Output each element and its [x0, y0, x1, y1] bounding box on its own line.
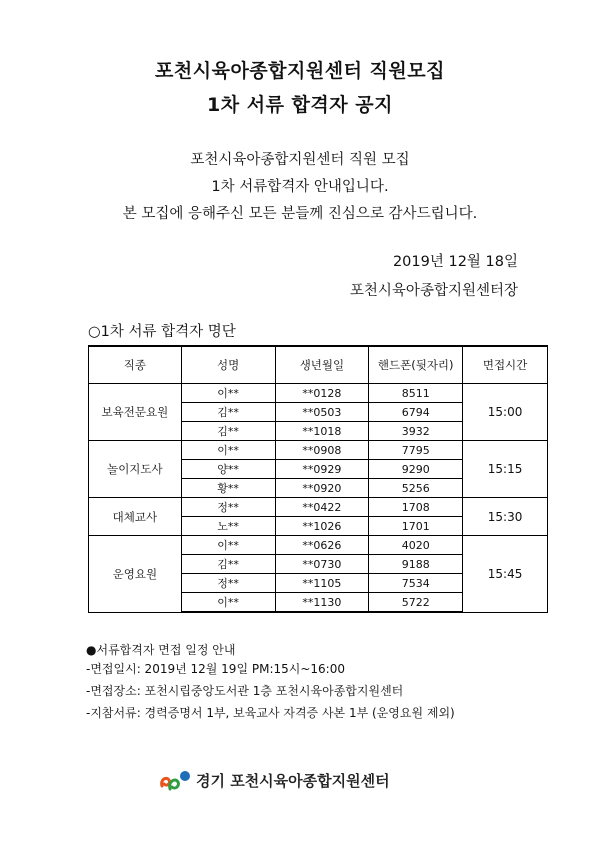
- category-cell: 놀이지도사: [89, 441, 182, 498]
- name-cell: 정**: [181, 574, 275, 593]
- name-cell: 이**: [181, 536, 275, 555]
- applicant-table: [88, 345, 548, 613]
- birthdate-cell: **0503: [275, 403, 369, 422]
- birthdate-cell: **0422: [275, 498, 369, 517]
- name-cell: 이**: [181, 384, 275, 403]
- category-cell: 보육전문요원: [89, 384, 182, 441]
- interview-time-cell: 15:15: [463, 441, 548, 498]
- phone-cell: 7795: [369, 441, 463, 460]
- interview-date-line: -면접일시: 2019년 12월 19일 PM:15시~16:00: [86, 662, 345, 676]
- birthdate-cell: **0730: [275, 555, 369, 574]
- phone-cell: 4020: [369, 536, 463, 555]
- birthdate-cell: **0128: [275, 384, 369, 403]
- name-cell: 황**: [181, 479, 275, 498]
- header-name: 성명: [181, 346, 275, 384]
- phone-cell: 9290: [369, 460, 463, 479]
- notice-date: 2019년 12월 18일: [392, 254, 518, 270]
- birthdate-cell: **1130: [275, 593, 369, 613]
- table-row: [89, 384, 548, 403]
- phone-cell: 7534: [369, 574, 463, 593]
- intro-line-2: 1차 서류합격자 안내입니다.: [211, 179, 389, 195]
- notice-title: 포천시육아종합지원센터 직원모집: [155, 60, 445, 82]
- intro-line-1: 포천시육아종합지원센터 직원 모집: [190, 152, 410, 168]
- phone-cell: 5722: [369, 593, 463, 613]
- center-logo-icon: [158, 767, 192, 793]
- name-cell: 이**: [181, 441, 275, 460]
- birthdate-cell: **1018: [275, 422, 369, 441]
- header-interview-time: 면접시간: [463, 346, 548, 384]
- name-cell: 김**: [181, 422, 275, 441]
- birthdate-cell: **0908: [275, 441, 369, 460]
- name-cell: 노**: [181, 517, 275, 536]
- birthdate-cell: **0929: [275, 460, 369, 479]
- phone-cell: 9188: [369, 555, 463, 574]
- notice-subtitle: 1차 서류 합격자 공지: [207, 94, 393, 116]
- birthdate-cell: **0920: [275, 479, 369, 498]
- birthdate-cell: **0626: [275, 536, 369, 555]
- interview-time-cell: 15:45: [463, 536, 548, 613]
- birthdate-cell: **1105: [275, 574, 369, 593]
- table-row: [89, 498, 548, 517]
- section-title: ○1차 서류 합격자 명단: [88, 324, 236, 340]
- header-phone: 핸드폰(뒷자리): [369, 346, 463, 384]
- header-category: 직종: [89, 346, 182, 384]
- interview-notice-title: ●서류합격자 면접 일정 안내: [86, 643, 236, 657]
- phone-cell: 6794: [369, 403, 463, 422]
- phone-cell: 8511: [369, 384, 463, 403]
- intro-line-3: 본 모집에 응해주신 모든 분들께 진심으로 감사드립니다.: [122, 206, 478, 222]
- phone-cell: 5256: [369, 479, 463, 498]
- name-cell: 정**: [181, 498, 275, 517]
- footer-logo: [158, 766, 390, 794]
- phone-cell: 3932: [369, 422, 463, 441]
- interview-time-cell: 15:00: [463, 384, 548, 441]
- required-documents-line: -지참서류: 경력증명서 1부, 보육교사 자격증 사본 1부 (운영요원 제외): [86, 706, 455, 720]
- name-cell: 이**: [181, 593, 275, 613]
- table-row: [89, 536, 548, 555]
- table-header-row: [89, 346, 548, 384]
- header-birthdate: 생년월일: [275, 346, 369, 384]
- name-cell: 김**: [181, 555, 275, 574]
- name-cell: 김**: [181, 403, 275, 422]
- phone-cell: 1708: [369, 498, 463, 517]
- issuing-organization: 포천시육아종합지원센터장: [349, 283, 518, 299]
- footer-org-name: 경기 포천시육아종합지원센터: [196, 771, 390, 790]
- name-cell: 양**: [181, 460, 275, 479]
- category-cell: 운영요원: [89, 536, 182, 613]
- birthdate-cell: **1026: [275, 517, 369, 536]
- table-row: [89, 441, 548, 460]
- interview-location-line: -면접장소: 포천시립중앙도서관 1층 포천시육아종합지원센터: [86, 684, 404, 698]
- interview-time-cell: 15:30: [463, 498, 548, 536]
- phone-cell: 1701: [369, 517, 463, 536]
- category-cell: 대체교사: [89, 498, 182, 536]
